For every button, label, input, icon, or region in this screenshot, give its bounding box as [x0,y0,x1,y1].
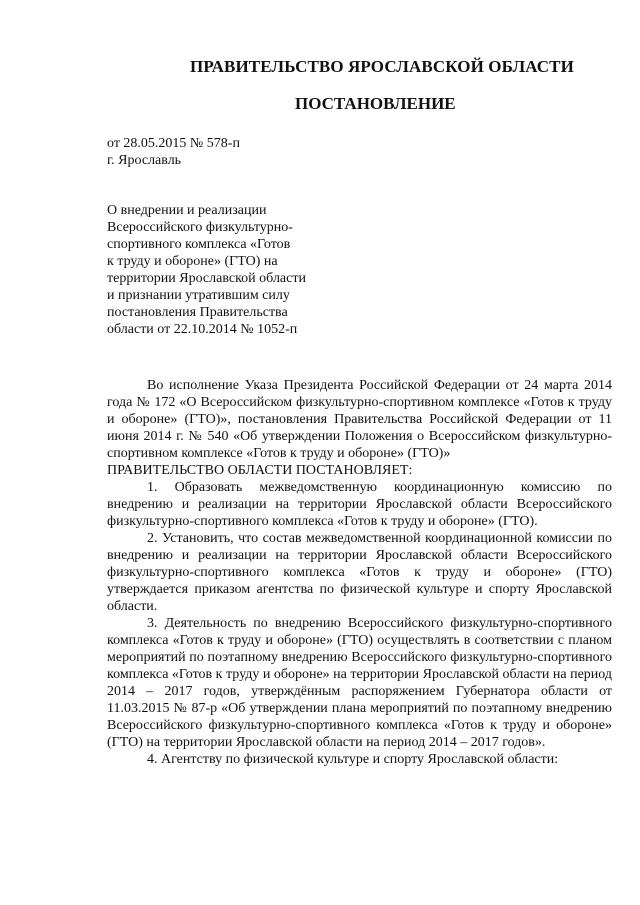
government-title: ПРАВИТЕЛЬСТВО ЯРОСЛАВСКОЙ ОБЛАСТИ [190,57,574,76]
preamble-paragraph: Во исполнение Указа Президента Российской Федерации от 24 марта 2014 года № 172 «О Всероссийском физкультурно-спортивном комплексе «Готов к труду и обороне» (ГТО)», постановления Правительства Российской Федерации от 11 июня 2014 г. № 540 «Об утверждении Положения о Всероссийском физкультурно-спортивном комплексе «Готов к труду и обороне» (ГТО)» [107,378,612,461]
subject-line: территории Ярославской области [107,271,306,286]
date-number: от 28.05.2015 № 578-п [107,136,240,151]
subject-line: спортивного комплекса «Готов [107,237,291,252]
subject-line: области от 22.10.2014 № 1052-п [107,322,298,337]
subject-line: и признании утратившим силу [107,288,290,303]
document-subject [107,202,306,338]
subject-line: постановления Правительства [107,305,288,320]
city: г. Ярославль [107,153,182,168]
body-item-4: 4. Агентству по физической культуре и спорту Ярославской области: [147,752,559,767]
subject-line: к труду и обороне» (ГТО) на [107,254,278,269]
body-item-3: 3. Деятельность по внедрению Всероссийского физкультурно-спортивного комплекса «Готов к труду и обороне» (ГТО) осуществлять в соответствии с планом мероприятий по поэтапному внедрению Всероссийского физкультурно-спортивного комплекса «Готов к труду и обороне» на территории Ярославской области на период 2014 – 2017 годов, утверждённым распоряжением Губернатора области от 11.03.2015 № 87-р «Об утверждении плана мероприятий по поэтапному внедрению Всероссийского физкультурно-спортивного комплекса «Готов к труду и обороне» (ГТО) на территории Ярославской области на период 2014 – 2017 годов». [107,616,612,750]
document-meta [107,135,240,169]
subject-line: О внедрении и реализации [107,203,267,218]
subject-line: Всероссийского физкультурно- [107,220,293,235]
resolves-line: ПРАВИТЕЛЬСТВО ОБЛАСТИ ПОСТАНОВЛЯЕТ: [107,463,413,478]
document-body [107,377,612,768]
document-type-title: ПОСТАНОВЛЕНИЕ [295,94,456,113]
body-item-1: 1. Образовать межведомственную координационную комиссию по внедрению и реализации на территории Ярославской области Всероссийского физкультурно-спортивного комплекса «Готов к труду и обороне» (ГТО). [107,480,612,529]
body-item-2: 2. Установить, что состав межведомственной координационной комиссии по внедрению и реализации на территории Ярославской области Всероссийского физкультурно-спортивного комплекса «Готов к труду и обороне» (ГТО) утверждается приказом агентства по физической культуре и спорту Ярославской области. [107,531,612,614]
